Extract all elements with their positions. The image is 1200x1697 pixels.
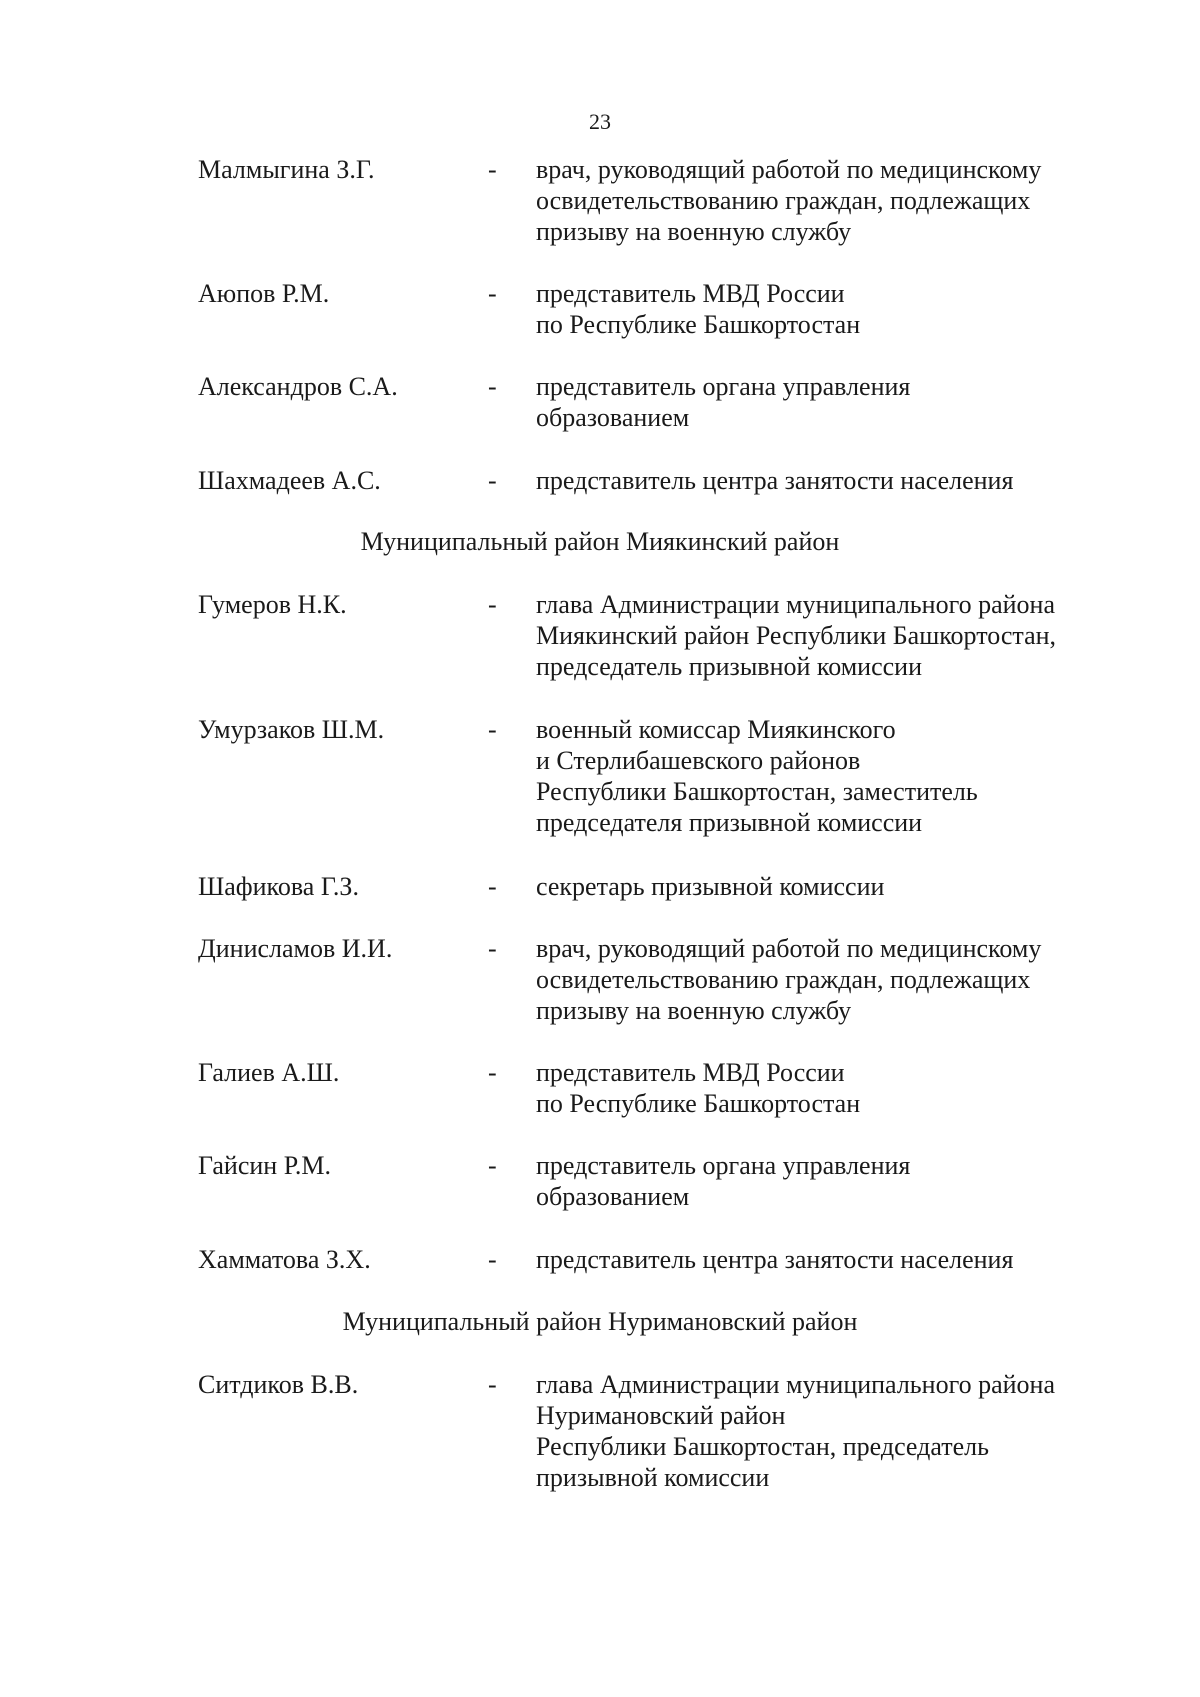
role-line: по Республике Башкортостан [536, 1089, 861, 1118]
role-line: образованием [536, 403, 690, 432]
separator-dash: - [488, 872, 497, 901]
member-name: Шафикова Г.З. [198, 872, 359, 901]
separator-dash: - [488, 1151, 497, 1180]
role-line: образованием [536, 1182, 690, 1211]
separator-dash: - [488, 279, 497, 308]
page-number: 23 [589, 109, 611, 134]
role-line: Республики Башкортостан, заместитель [536, 777, 978, 806]
member-role [536, 1244, 1136, 1275]
member-role [536, 278, 1136, 340]
role-line: Миякинский район Республики Башкортостан, [536, 621, 1057, 650]
separator-dash: - [488, 1058, 497, 1087]
separator-dash: - [488, 1370, 497, 1399]
member-name: Умурзаков Ш.М. [198, 715, 385, 744]
role-line: секретарь призывной комиссии [536, 872, 885, 901]
role-line: по Республике Башкортостан [536, 310, 861, 339]
role-line: освидетельствованию граждан, подлежащих [536, 186, 1031, 215]
member-name: Галиев А.Ш. [198, 1058, 340, 1087]
role-line: представитель центра занятости населения [536, 1245, 1014, 1274]
role-line: председателя призывной комиссии [536, 808, 923, 837]
role-line: призыву на военную службу [536, 217, 852, 246]
separator-dash: - [488, 934, 497, 963]
member-name: Александров С.А. [198, 372, 398, 401]
role-line: врач, руководящий работой по медицинскому [536, 155, 1042, 184]
separator-dash: - [488, 155, 497, 184]
role-line: Республики Башкортостан, председатель [536, 1432, 989, 1461]
member-name: Малмыгина З.Г. [198, 155, 375, 184]
member-name: Шахмадеев А.С. [198, 466, 381, 495]
role-line: и Стерлибашевского районов [536, 746, 861, 775]
role-line: Нуримановский район [536, 1401, 786, 1430]
role-line: представитель МВД России [536, 1058, 845, 1087]
member-name: Динисламов И.И. [198, 934, 393, 963]
role-line: военный комиссар Миякинского [536, 715, 896, 744]
member-role [536, 933, 1136, 1026]
role-line: освидетельствованию граждан, подлежащих [536, 965, 1031, 994]
member-name: Гайсин Р.М. [198, 1151, 332, 1180]
separator-dash: - [488, 715, 497, 744]
section-heading: Муниципальный район Миякинский район [360, 527, 840, 556]
member-role [536, 154, 1136, 247]
role-line: глава Администрации муниципального района [536, 590, 1055, 619]
member-role [536, 714, 1136, 838]
member-name: Ситдиков В.В. [198, 1370, 359, 1399]
role-line: представитель органа управления [536, 1151, 911, 1180]
member-role [536, 371, 1136, 433]
separator-dash: - [488, 590, 497, 619]
member-name: Аюпов Р.М. [198, 279, 330, 308]
role-line: представитель МВД России [536, 279, 845, 308]
member-role [536, 1057, 1136, 1119]
member-name: Хамматова З.Х. [198, 1245, 371, 1274]
member-name: Гумеров Н.К. [198, 590, 347, 619]
separator-dash: - [488, 1245, 497, 1274]
member-role [536, 1150, 1136, 1212]
role-line: врач, руководящий работой по медицинскому [536, 934, 1042, 963]
section-heading: Муниципальный район Нуримановский район [342, 1307, 858, 1336]
member-role [536, 465, 1136, 496]
member-role [536, 589, 1136, 682]
separator-dash: - [488, 372, 497, 401]
separator-dash: - [488, 466, 497, 495]
role-line: глава Администрации муниципального района [536, 1370, 1055, 1399]
member-role [536, 871, 1136, 902]
role-line: представитель центра занятости населения [536, 466, 1014, 495]
role-line: председатель призывной комиссии [536, 652, 922, 681]
role-line: призывной комиссии [536, 1463, 770, 1492]
role-line: представитель органа управления [536, 372, 911, 401]
role-line: призыву на военную службу [536, 996, 852, 1025]
member-role [536, 1369, 1136, 1493]
